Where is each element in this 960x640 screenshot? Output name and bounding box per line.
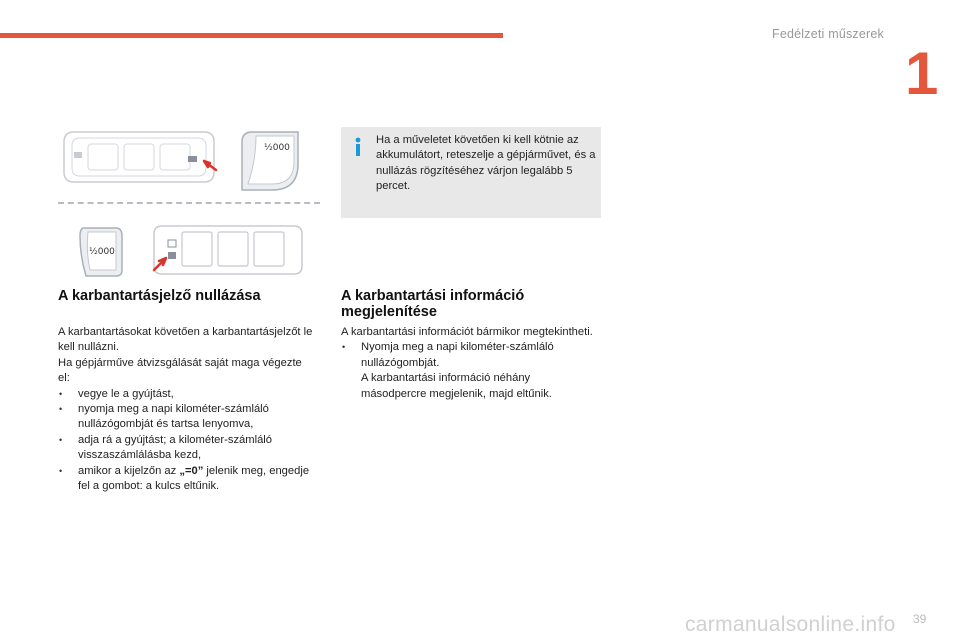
right-section-body: [341, 325, 596, 402]
instrument-panel-illustration-top: [58, 128, 220, 188]
display-value-zero: „=0”: [179, 464, 204, 477]
right-steps-list: [341, 340, 596, 402]
header-accent-bar: [0, 33, 503, 38]
info-icon: [351, 137, 365, 157]
list-item: • vegye le a gyújtást,: [58, 387, 313, 402]
left-intro-1: A karbantartásokat követően a karbantartásjelzőt le kell nullázni.: [58, 326, 313, 354]
info-box: [341, 127, 601, 218]
odometer-display-bottom: [76, 226, 126, 278]
instrument-panel-illustration-bottom: [150, 222, 308, 280]
list-item: • nyomja meg a napi kilométer-számláló nullázógombját és tartsa lenyomva,: [59, 403, 269, 431]
right-step-note: A karbantartási információ néhány másodpercre megjelenik, majd eltűnik.: [361, 372, 552, 400]
info-box-text: Ha a műveletet követően ki kell kötnie az akkumulátort, reteszelje a gépjárművet, és a nullázás rögzítéséhez várjon legalább 5 percet.: [376, 134, 596, 193]
left-steps-list: [58, 387, 313, 495]
right-section-title: A karbantartási információ megjelenítése: [341, 288, 525, 320]
list-item: • adja rá a gyújtást; a kilométer-számláló visszaszámlálásba kezd,: [59, 433, 273, 462]
odometer-display-top: [238, 130, 304, 194]
right-intro: A karbantartási információt bármikor megtekintheti.: [341, 326, 593, 338]
illustration-divider: [58, 202, 320, 204]
chapter-number: 1: [905, 40, 939, 107]
list-item: • Nyomja meg a napi kilométer-számláló nullázógombját. A karbantartási információ néhány másodpercre megjelenik, majd eltűnik.: [342, 341, 554, 400]
list-item: • amikor a kijelzőn az „=0” jelenik meg, engedje fel a gombot: a kulcs eltűnik.: [59, 464, 310, 493]
watermark: carmanualsonline.info: [685, 613, 896, 636]
bullet-icon: •: [59, 404, 63, 415]
bullet-icon: •: [59, 465, 63, 476]
left-section-title: A karbantartásjelző nullázása: [58, 288, 261, 304]
left-section-body: [58, 325, 313, 494]
left-intro-2: Ha gépjárműve átvizsgálását saját maga végezte el:: [58, 356, 302, 385]
odometer-text-top: ½000: [264, 143, 290, 153]
page-number: 39: [913, 612, 927, 626]
bullet-icon: •: [59, 434, 63, 445]
bullet-icon: •: [342, 342, 346, 353]
odometer-text-bottom: ½000: [89, 247, 115, 257]
bullet-icon: •: [59, 388, 63, 399]
section-title: Fedélzeti műszerek: [772, 27, 884, 41]
